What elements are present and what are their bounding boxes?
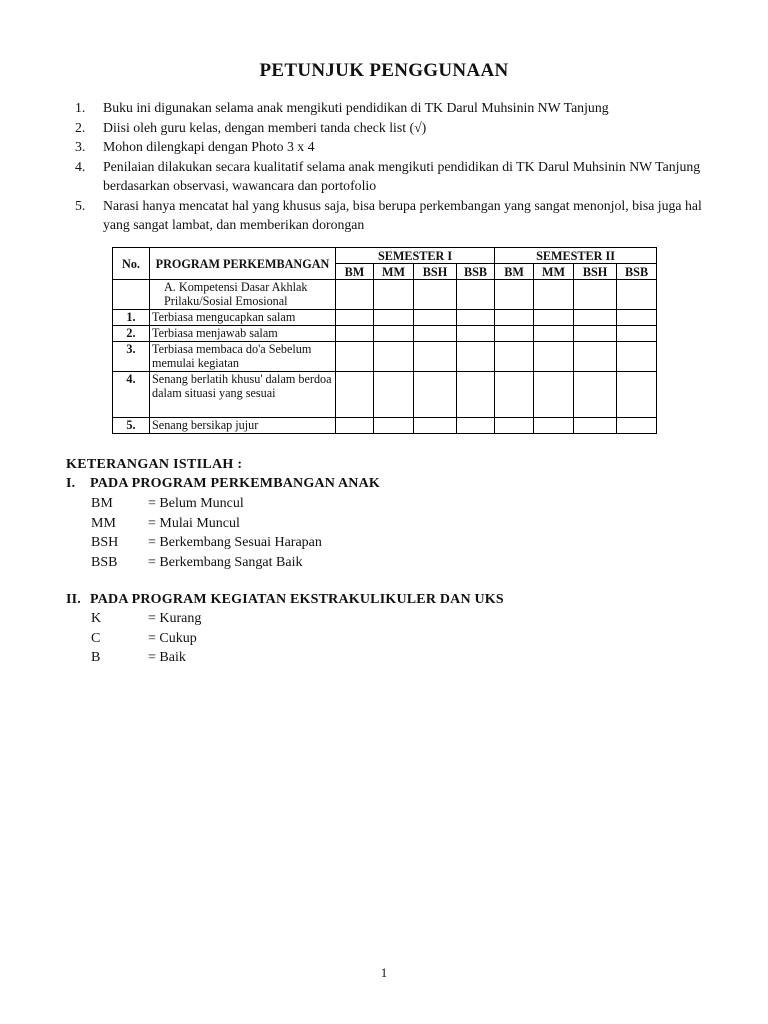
grade-cell[interactable]	[574, 418, 617, 434]
grade-cell[interactable]	[495, 326, 534, 342]
grade-cell[interactable]	[414, 342, 457, 372]
grade-cell[interactable]	[534, 372, 574, 418]
instruction-item	[72, 118, 712, 138]
grade-cell[interactable]	[617, 326, 657, 342]
row-number: 2.	[113, 326, 150, 342]
grade-cell[interactable]	[617, 342, 657, 372]
table-row	[113, 418, 657, 434]
grade-cell[interactable]	[617, 310, 657, 326]
section-1	[66, 476, 380, 572]
grade-cell[interactable]	[617, 418, 657, 434]
header-grade-bm: BM	[495, 264, 534, 280]
header-grade-mm: MM	[534, 264, 574, 280]
grade-cell[interactable]	[534, 280, 574, 310]
instruction-text: Mohon dilengkapi dengan Photo 3 x 4	[103, 139, 315, 154]
header-semester-1: SEMESTER I	[336, 248, 495, 264]
grade-cell[interactable]	[374, 280, 414, 310]
header-no: No.	[113, 248, 150, 280]
row-item: Terbiasa mengucapkan salam	[150, 310, 336, 326]
section-2	[66, 592, 504, 668]
grade-cell[interactable]	[495, 280, 534, 310]
term-abbr: BSB	[91, 554, 118, 570]
grade-cell[interactable]	[414, 310, 457, 326]
keterangan-block	[66, 457, 242, 473]
row-number: 1.	[113, 310, 150, 326]
instruction-text: Diisi oleh guru kelas, dengan memberi tanda check list (√)	[103, 119, 427, 135]
grade-cell[interactable]	[374, 372, 414, 418]
grade-cell[interactable]	[457, 372, 495, 418]
grade-cell[interactable]	[374, 342, 414, 372]
term-meaning: = Baik	[148, 650, 186, 665]
instruction-item	[72, 98, 712, 118]
row-item: Senang bersikap jujur	[150, 418, 336, 434]
instruction-number: 3.	[75, 139, 86, 154]
grade-cell[interactable]	[574, 326, 617, 342]
grade-cell[interactable]	[457, 418, 495, 434]
empty-cell	[113, 280, 150, 310]
grade-cell[interactable]	[495, 342, 534, 372]
grade-cell[interactable]	[574, 372, 617, 418]
term-abbr: B	[91, 650, 101, 665]
section-2-title	[66, 592, 504, 608]
row-item: Terbiasa membaca do'a Sebelum memulai kegiatan	[150, 342, 336, 372]
row-number: 5.	[113, 418, 150, 434]
page-title: PETUNJUK PENGGUNAAN	[259, 60, 509, 81]
instruction-number: 2.	[75, 119, 86, 135]
table-row	[113, 342, 657, 372]
term-meaning: = Mulai Muncul	[148, 515, 240, 531]
instruction-text: Narasi hanya mencatat hal yang khusus saja, bisa berupa perkembangan yang sangat menonjol, bisa juga hal yang sangat lambat, dan memberikan dorongan	[103, 197, 702, 232]
header-grade-bsb: BSB	[617, 264, 657, 280]
header-semester-2: SEMESTER II	[495, 248, 657, 264]
section-1-title	[66, 476, 380, 492]
term-meaning: = Kurang	[148, 611, 202, 626]
term-abbr: BSH	[91, 535, 119, 550]
grade-cell[interactable]	[495, 372, 534, 418]
section-label: A. Kompetensi Dasar Akhlak Prilaku/Sosial Emosional	[150, 280, 336, 310]
header-grade-bsh: BSH	[414, 264, 457, 280]
term-row	[66, 514, 380, 534]
grade-cell[interactable]	[457, 326, 495, 342]
term-meaning: = Cukup	[148, 630, 197, 646]
term-row	[66, 533, 380, 553]
header-program: PROGRAM PERKEMBANGAN	[150, 248, 336, 280]
row-item: Terbiasa menjawab salam	[150, 326, 336, 342]
grade-cell[interactable]	[534, 418, 574, 434]
section-2-title-text: PADA PROGRAM KEGIATAN EKSTRAKULIKULER DAN UKS	[90, 592, 504, 607]
section-1-roman: I.	[66, 476, 76, 491]
term-row	[66, 629, 504, 649]
grade-cell[interactable]	[336, 310, 374, 326]
grade-cell[interactable]	[617, 280, 657, 310]
table-row	[113, 326, 657, 342]
term-row	[66, 648, 504, 668]
instruction-item	[72, 137, 712, 157]
grade-cell[interactable]	[374, 310, 414, 326]
grade-cell[interactable]	[617, 372, 657, 418]
grade-cell[interactable]	[336, 418, 374, 434]
page-number: 1	[380, 965, 388, 980]
grade-cell[interactable]	[414, 326, 457, 342]
term-row	[66, 494, 380, 514]
term-meaning: = Berkembang Sangat Baik	[148, 554, 303, 570]
grade-cell[interactable]	[374, 326, 414, 342]
grade-cell[interactable]	[414, 280, 457, 310]
grade-cell[interactable]	[336, 342, 374, 372]
table-row	[113, 372, 657, 418]
header-grade-bsb: BSB	[457, 264, 495, 280]
instruction-list	[72, 98, 712, 235]
term-abbr: BM	[91, 496, 113, 511]
grade-cell[interactable]	[495, 310, 534, 326]
grade-cell[interactable]	[534, 326, 574, 342]
term-row	[66, 553, 380, 573]
row-number: 4.	[113, 372, 150, 418]
term-abbr: MM	[91, 515, 116, 531]
grade-cell[interactable]	[336, 280, 374, 310]
grade-cell[interactable]	[574, 310, 617, 326]
row-item: Senang berlatih khusu' dalam berdoa dalam situasi yang sesuai	[150, 372, 336, 418]
instruction-item	[72, 157, 712, 196]
grade-cell[interactable]	[374, 418, 414, 434]
grade-cell[interactable]	[457, 310, 495, 326]
instruction-number: 1.	[75, 100, 86, 115]
header-grade-bm: BM	[336, 264, 374, 280]
instruction-text: Buku ini digunakan selama anak mengikuti pendidikan di TK Darul Muhsinin NW Tanjung	[103, 100, 609, 115]
grade-cell[interactable]	[574, 280, 617, 310]
instruction-number: 4.	[75, 158, 86, 174]
instruction-number: 5.	[75, 197, 86, 213]
term-abbr: C	[91, 630, 101, 646]
instruction-text: Penilaian dilakukan secara kualitatif selama anak mengikuti pendidikan di TK Darul Muhsinin NW Tanjung berdasarkan observasi, wawancara dan portofolio	[103, 158, 701, 193]
grade-cell[interactable]	[336, 326, 374, 342]
grade-cell[interactable]	[495, 418, 534, 434]
term-meaning: = Berkembang Sesuai Harapan	[148, 535, 322, 550]
row-number: 3.	[113, 342, 150, 372]
section-2-roman: II.	[66, 592, 81, 607]
term-meaning: = Belum Muncul	[148, 496, 244, 511]
grade-cell[interactable]	[457, 342, 495, 372]
header-grade-mm: MM	[374, 264, 414, 280]
grade-cell[interactable]	[574, 342, 617, 372]
table-row	[113, 310, 657, 326]
section-1-title-text: PADA PROGRAM PERKEMBANGAN ANAK	[90, 476, 381, 491]
header-grade-bsh: BSH	[574, 264, 617, 280]
grade-cell[interactable]	[534, 310, 574, 326]
grade-cell[interactable]	[414, 372, 457, 418]
term-row	[66, 609, 504, 629]
assessment-table	[112, 247, 657, 434]
table-section-row	[113, 280, 657, 310]
grade-cell[interactable]	[457, 280, 495, 310]
instruction-item	[72, 196, 712, 235]
grade-cell[interactable]	[336, 372, 374, 418]
keterangan-heading: KETERANGAN ISTILAH :	[66, 457, 243, 472]
grade-cell[interactable]	[414, 418, 457, 434]
term-abbr: K	[91, 611, 102, 626]
grade-cell[interactable]	[534, 342, 574, 372]
